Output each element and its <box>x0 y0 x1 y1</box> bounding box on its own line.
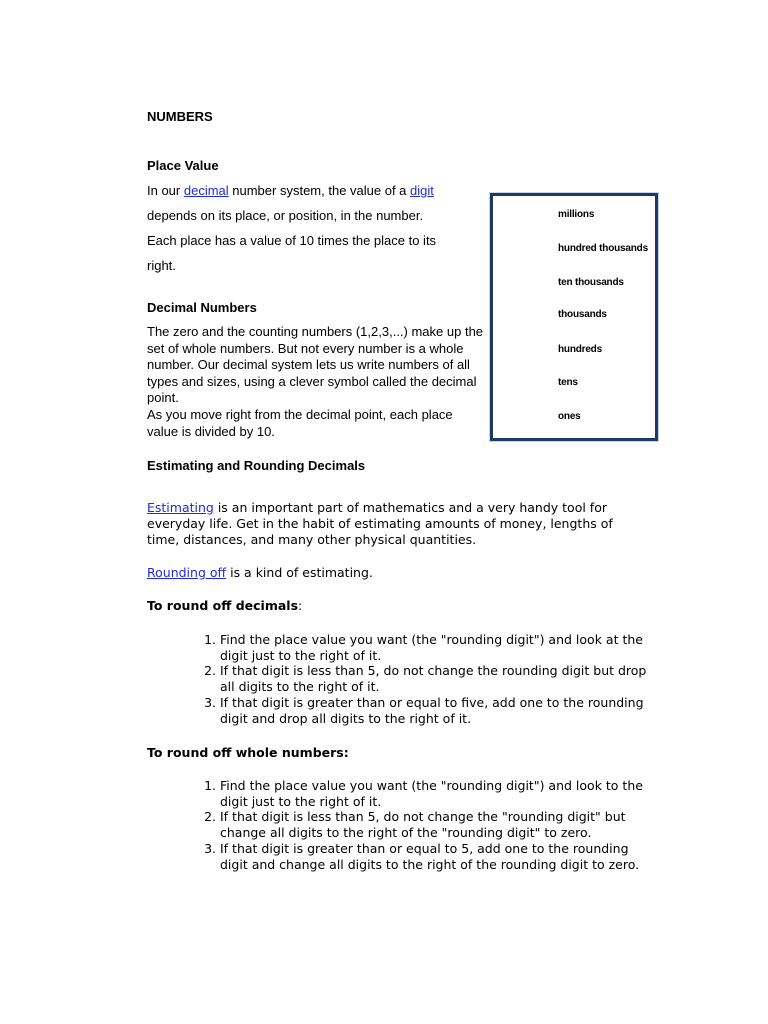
place-label-ten-thousands: ten thousands <box>558 277 624 288</box>
decimal-numbers-heading: Decimal Numbers <box>147 300 257 315</box>
place-label-thousands: thousands <box>558 309 607 320</box>
place-label-millions: millions <box>558 209 595 220</box>
place-value-line-3: Each place has a value of 10 times the place to its <box>147 233 437 248</box>
list-item: 3. If that digit is greater than or equal to 5, add one to the rounding digit and change all digits to the right of the rounding digit to zero. <box>220 841 660 872</box>
digit-link[interactable]: digit <box>410 183 434 198</box>
estimating-heading: Estimating and Rounding Decimals <box>147 458 366 473</box>
rounding-text: is a kind of estimating. <box>226 565 373 580</box>
decimal-numbers-para-2: As you move right from the decimal point, each place value is divided by 10. <box>147 406 453 439</box>
rounding-off-link[interactable]: Rounding off <box>147 565 227 580</box>
place-label-ones: ones <box>558 411 581 422</box>
estimating-link[interactable]: Estimating <box>147 500 214 515</box>
estimating-text: is an important part of mathematics and a very handy tool for everyday life. Get in the habit of estimating amounts of money, lengths of time, distances, and many other physical quantities. <box>147 500 613 547</box>
round-whole-steps <box>172 778 660 872</box>
place-value-text: In our <box>147 183 184 198</box>
place-value-heading: Place Value <box>147 158 219 173</box>
place-value-chart <box>490 193 658 441</box>
place-value-line-1 <box>147 183 434 198</box>
decimal-numbers-para-1: The zero and the counting numbers (1,2,3,...) make up the set of whole numbers. But not every number is a whole number. Our decimal system lets us write numbers of all types and sizes, using a clever symbol called the decimal point. <box>147 324 484 406</box>
place-label-hundreds: hundreds <box>558 344 602 355</box>
list-item: 3. If that digit is greater than or equal to five, add one to the rounding digit and drop all digits to the right of it. <box>220 695 660 726</box>
page-title: NUMBERS <box>147 109 213 124</box>
round-decimals-colon: : <box>298 598 303 613</box>
place-value-text: number system, the value of a <box>228 183 411 198</box>
rounding-paragraph <box>147 565 373 580</box>
place-label-tens: tens <box>558 377 578 388</box>
list-item: 2. If that digit is less than 5, do not change the rounding digit but drop all digits to the right of it. <box>220 663 660 694</box>
round-decimals-heading <box>147 598 302 613</box>
round-decimals-heading-text: To round off decimals <box>147 598 299 613</box>
list-item: 2. If that digit is less than 5, do not change the "rounding digit" but change all digits to the right of the "rounding digit" to zero. <box>220 809 660 840</box>
decimal-link[interactable]: decimal <box>183 183 229 198</box>
list-item: 1. Find the place value you want (the "rounding digit") and look at the digit just to the right of it. <box>220 632 660 663</box>
place-value-line-4: right. <box>147 258 176 273</box>
place-label-hundred-thousands: hundred thousands <box>558 243 648 254</box>
round-decimals-steps <box>172 632 660 726</box>
place-value-line-2: depends on its place, or position, in the number. <box>147 208 424 223</box>
list-item: 1. Find the place value you want (the "rounding digit") and look to the digit just to the right of it. <box>220 778 660 809</box>
decimal-numbers-body <box>147 324 487 440</box>
round-whole-heading: To round off whole numbers: <box>147 745 349 760</box>
estimating-paragraph <box>147 500 647 548</box>
